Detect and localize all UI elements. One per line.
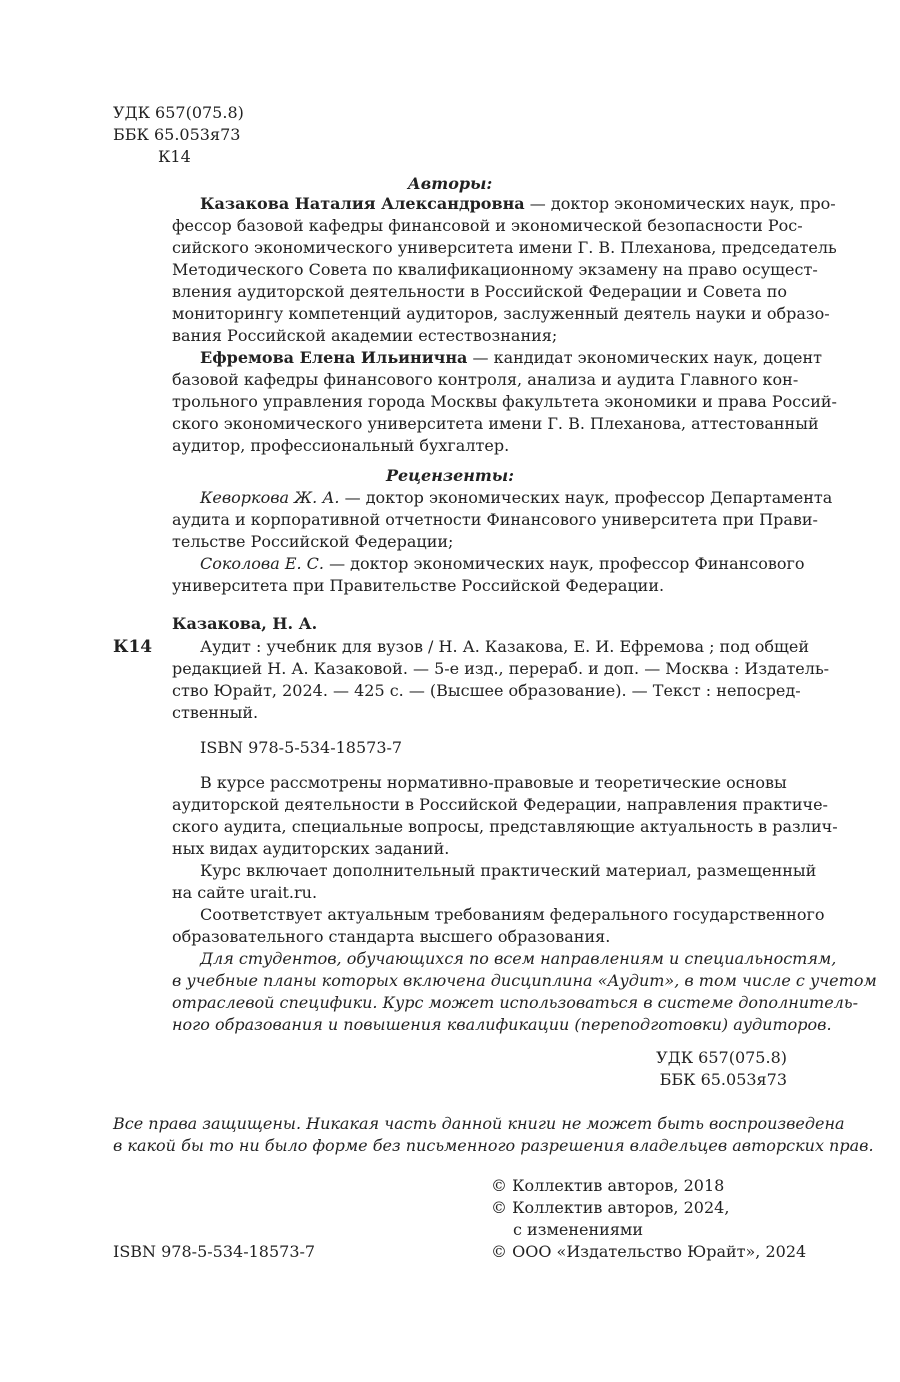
author2-line-2: трольного управления города Москвы факультета экономики и права Россий- xyxy=(172,392,837,411)
anno-p4-line-3: ного образования и повышения квалификации (переподготовки) аудиторов. xyxy=(172,1015,832,1034)
udk-code: УДК 657(075.8) xyxy=(113,103,244,122)
bbk-code: ББК 65.053я73 xyxy=(113,125,241,144)
bib-author-heading: Казакова, Н. А. xyxy=(172,614,318,633)
rev1-line-0: — доктор экономических наук, профессор Департамента xyxy=(339,488,833,507)
footer-isbn: ISBN 978-5-534-18573-7 xyxy=(113,1242,316,1261)
bib-isbn: ISBN 978-5-534-18573-7 xyxy=(200,738,403,757)
rev2-line-1: университета при Правительстве Российской Федерации. xyxy=(172,576,665,595)
anno-p4-line-1: в учебные планы которых включена дисциплина «Аудит», в том числе с учетом xyxy=(172,971,877,990)
rev2-first-line xyxy=(200,553,805,575)
anno-p1-line-2: ского аудита, специальные вопросы, представляющие актуальность в различ- xyxy=(172,817,838,836)
author1-name: Казакова Наталия Александровна xyxy=(200,194,525,213)
anno-p1-line-3: ных видах аудиторских заданий. xyxy=(172,839,450,858)
copyright-3: © ООО «Издательство Юрайт», 2024 xyxy=(491,1242,807,1261)
copyright-1: © Коллектив авторов, 2018 xyxy=(491,1176,725,1195)
author2-line-0: — кандидат экономических наук, доцент xyxy=(467,348,822,367)
bib-line-3: ственный. xyxy=(172,703,259,722)
bib-line-1: редакцией Н. А. Казаковой. — 5-е изд., перераб. и доп. — Москва : Издатель- xyxy=(172,659,830,678)
author2-first-line xyxy=(200,347,822,369)
bottom-udk: УДК 657(075.8) xyxy=(656,1048,787,1067)
author1-first-line xyxy=(200,193,836,215)
rev1-line-1: аудита и корпоративной отчетности Финансового университета при Прави- xyxy=(172,510,818,529)
author1-line-6: вания Российской академии естествознания; xyxy=(172,326,558,345)
author2-line-1: базовой кафедры финансового контроля, анализа и аудита Главного кон- xyxy=(172,370,799,389)
authors-heading: Авторы: xyxy=(407,174,493,193)
anno-p4-line-0: Для студентов, обучающихся по всем направлениям и специальностям, xyxy=(200,949,837,968)
anno-p1-line-1: аудиторской деятельности в Российской Федерации, направления практиче- xyxy=(172,795,828,814)
bib-line-0: Аудит : учебник для вузов / Н. А. Казакова, Е. И. Ефремова ; под общей xyxy=(200,637,810,656)
copyright-2-cont: с изменениями xyxy=(513,1220,644,1239)
bib-mark: К14 xyxy=(113,637,153,657)
author2-name: Ефремова Елена Ильинична xyxy=(200,348,468,367)
author1-line-0: — доктор экономических наук, про- xyxy=(524,194,836,213)
anno-p2-line-0: Курс включает дополнительный практический материал, размещенный xyxy=(200,861,817,880)
rev2-name: Соколова Е. С. xyxy=(200,554,324,573)
author1-line-5: мониторингу компетенций аудиторов, заслуженный деятель науки и образо- xyxy=(172,304,830,323)
bib-line-2: ство Юрайт, 2024. — 425 с. — (Высшее образование). — Текст : непосред- xyxy=(172,681,801,700)
author1-line-4: вления аудиторской деятельности в Российской Федерации и Совета по xyxy=(172,282,787,301)
anno-p1-line-0: В курсе рассмотрены нормативно-правовые и теоретические основы xyxy=(200,773,787,792)
rev2-line-0: — доктор экономических наук, профессор Финансового xyxy=(324,554,805,573)
rights-line-1: в какой бы то ни было форме без письменного разрешения владельцев авторских прав. xyxy=(113,1136,874,1155)
author2-line-3: ского экономического университета имени Г. В. Плеханова, аттестованный xyxy=(172,414,819,433)
rev1-name: Кеворкова Ж. А. xyxy=(200,488,340,507)
author1-line-2: сийского экономического университета имени Г. В. Плеханова, председатель xyxy=(172,238,837,257)
reviewers-heading: Рецензенты: xyxy=(385,466,515,485)
author2-line-4: аудитор, профессиональный бухгалтер. xyxy=(172,436,510,455)
anno-p3-line-0: Соответствует актуальным требованиям федерального государственного xyxy=(200,905,825,924)
author-mark: К14 xyxy=(158,147,191,166)
rev1-line-2: тельстве Российской Федерации; xyxy=(172,532,454,551)
rev1-first-line xyxy=(200,487,832,509)
copyright-2: © Коллектив авторов, 2024, xyxy=(491,1198,730,1217)
anno-p3-line-1: образовательного стандарта высшего образования. xyxy=(172,927,611,946)
rights-line-0: Все права защищены. Никакая часть данной книги не может быть воспроизведена xyxy=(113,1114,845,1133)
anno-p2-line-1: на сайте urait.ru. xyxy=(172,883,318,902)
author1-line-3: Методического Совета по квалификационному экзамену на право осущест- xyxy=(172,260,818,279)
author1-line-1: фессор базовой кафедры финансовой и экономической безопасности Рос- xyxy=(172,216,803,235)
anno-p4-line-2: отраслевой специфики. Курс может использоваться в системе дополнитель- xyxy=(172,993,858,1012)
bottom-bbk: ББК 65.053я73 xyxy=(659,1070,787,1089)
